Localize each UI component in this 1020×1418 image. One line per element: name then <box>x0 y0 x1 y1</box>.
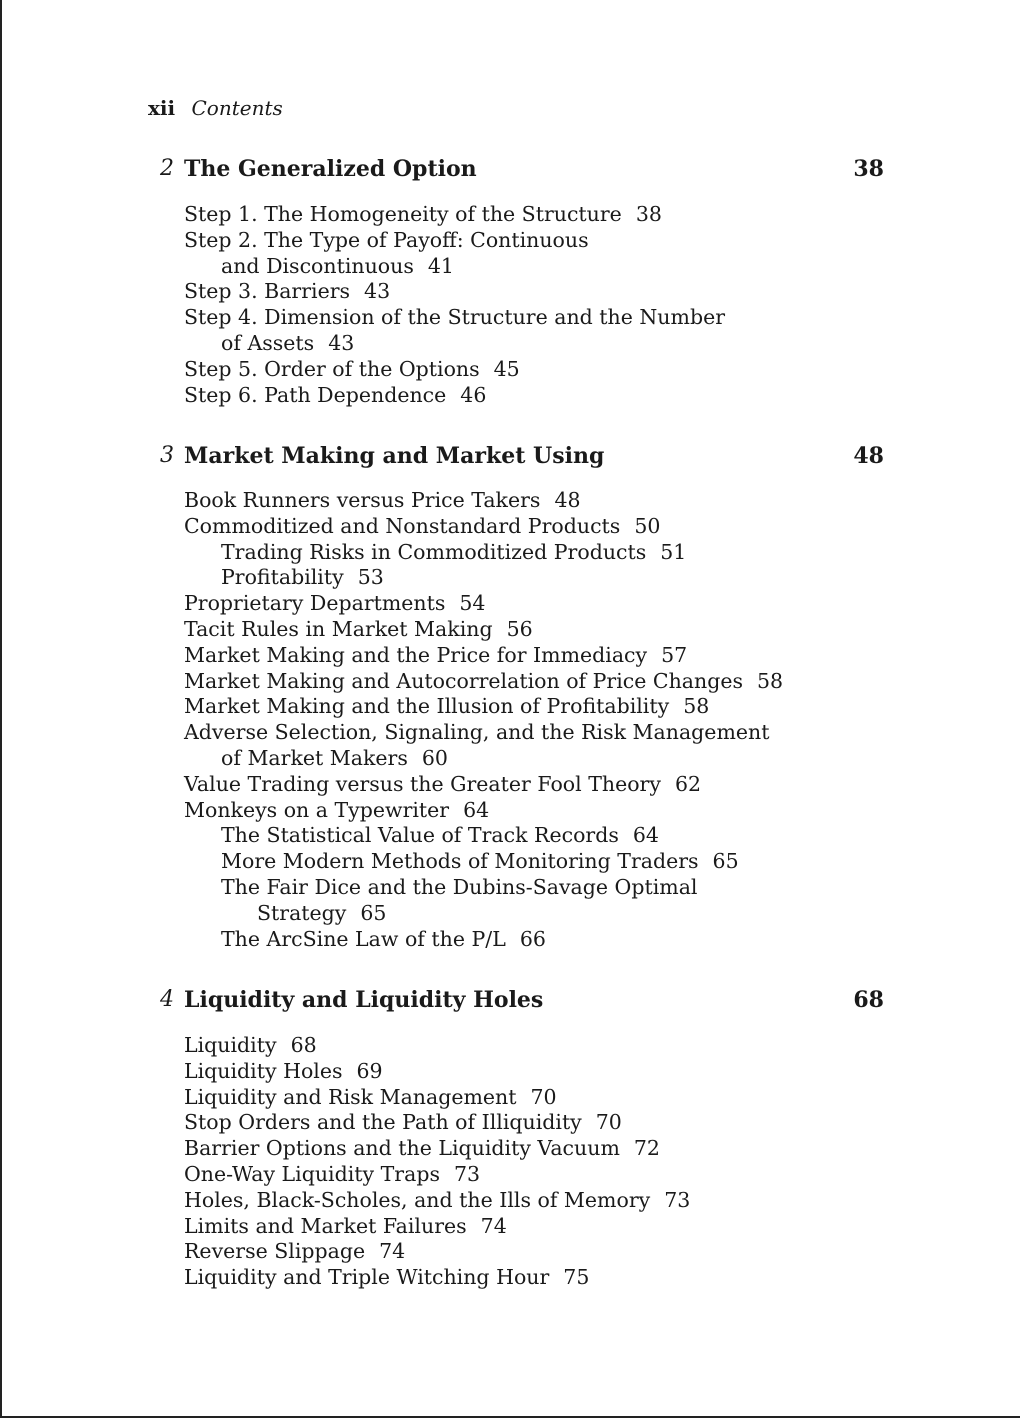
toc-entry <box>184 1033 824 1059</box>
toc-entry-page: 43 <box>364 279 391 304</box>
toc-entry <box>184 540 824 566</box>
toc-entry-page: 60 <box>421 745 448 770</box>
toc-entry-page: 43 <box>328 330 355 355</box>
toc-entry-page: 74 <box>379 1239 406 1264</box>
toc-entry-page: 46 <box>460 382 487 407</box>
toc-entry-page: 57 <box>661 642 688 667</box>
toc-entry-title: The Fair Dice and the Dubins-Savage Optimal <box>221 874 698 899</box>
toc-entry <box>184 357 824 383</box>
toc-entry-page: 70 <box>595 1110 622 1135</box>
toc-entry <box>184 1239 824 1265</box>
toc-entry <box>184 565 824 591</box>
toc-entry-page: 73 <box>453 1161 481 1186</box>
toc-entry-title: Barrier Options and the Liquidity Vacuum <box>184 1136 620 1161</box>
toc-entry-title: Market Making and the Price for Immediacy <box>184 642 648 667</box>
toc-entry <box>184 591 824 617</box>
toc-entry-title: Market Making and Autocorrelation of Price Changes <box>184 668 744 693</box>
toc-entry <box>184 823 824 849</box>
toc-entry-page: 69 <box>356 1058 383 1083</box>
toc-entry <box>184 617 824 643</box>
toc-entry-title: of Market Makers <box>221 745 408 770</box>
toc-entry-title: Liquidity and Triple Witching Hour <box>184 1265 550 1290</box>
chapter-title: Liquidity and Liquidity Holes <box>184 987 544 1013</box>
toc-entry <box>184 1265 824 1291</box>
toc-entry-page: 50 <box>634 513 661 538</box>
toc-entry <box>184 514 824 540</box>
chapter-page-number: 48 <box>853 443 884 469</box>
toc-entry <box>184 1162 824 1188</box>
toc-entry-title: Liquidity Holes <box>184 1058 343 1083</box>
chapter-heading <box>160 156 884 186</box>
toc-entry <box>184 254 824 280</box>
toc-entry-title: Adverse Selection, Signaling, and the Risk Management <box>184 720 770 745</box>
chapter-heading <box>160 443 884 473</box>
toc-entry <box>184 331 824 357</box>
toc-entry-title: Market Making and the Illusion of Profitability <box>184 694 670 719</box>
toc-entry-page: 66 <box>519 926 546 951</box>
toc-entry-title: of Assets <box>221 330 315 355</box>
toc-entry-title: The ArcSine Law of the P/L <box>221 926 506 951</box>
toc-entry-page: 58 <box>683 694 710 719</box>
toc-entry-title: Step 2. The Type of Payoff: Continuous <box>184 227 589 252</box>
toc-entry <box>184 1188 824 1214</box>
toc-entry-title: More Modern Methods of Monitoring Traders <box>221 849 699 874</box>
toc-entry-title: Monkeys on a Typewriter <box>184 797 450 822</box>
toc-entry-title: Holes, Black-Scholes, and the Ills of Memory <box>184 1187 651 1212</box>
toc-entry-page: 56 <box>506 616 533 641</box>
toc-entry <box>184 1059 824 1085</box>
toc-entry-title: Liquidity <box>184 1033 277 1057</box>
toc-entry-page: 72 <box>633 1136 660 1161</box>
toc-entry-title: Stop Orders and the Path of Illiquidity <box>184 1110 582 1135</box>
toc-entry-title: Step 3. Barriers <box>184 279 351 304</box>
toc-entry <box>184 228 824 254</box>
toc-entry-title: Strategy <box>257 900 347 925</box>
toc-entry-title: Profitability <box>221 565 344 590</box>
toc-entry-page: 45 <box>493 356 520 381</box>
toc-entry-page: 73 <box>664 1187 691 1212</box>
toc-entry-title: The Statistical Value of Track Records <box>221 823 619 848</box>
toc-entry-title: Liquidity and Risk Management <box>184 1084 517 1109</box>
toc-entry <box>184 202 824 228</box>
toc-entry-page: 65 <box>360 900 387 925</box>
section-list <box>184 1033 824 1291</box>
toc-entry <box>184 279 824 305</box>
toc-entry <box>184 669 824 695</box>
toc-entry <box>184 305 824 331</box>
toc-entry <box>184 694 824 720</box>
toc-entry-title: Tacit Rules in Market Making <box>184 616 493 641</box>
chapter-heading <box>160 987 884 1017</box>
toc-entry-title: Reverse Slippage <box>184 1239 366 1264</box>
page-folio: xii <box>148 96 176 120</box>
toc-entry <box>184 875 824 901</box>
chapter-page-number: 38 <box>853 156 884 182</box>
toc-entry-page: 41 <box>427 253 454 278</box>
toc-entry <box>184 927 824 953</box>
toc-entry-title: Step 6. Path Dependence <box>184 382 447 407</box>
toc-entry-title: Trading Risks in Commoditized Products <box>221 539 647 564</box>
toc-entry-title: Step 4. Dimension of the Structure and the Number <box>184 305 726 330</box>
toc-entry <box>184 1110 824 1136</box>
toc-entry-page: 53 <box>357 565 384 590</box>
toc-entry <box>184 901 824 927</box>
chapter-title: Market Making and Market Using <box>184 443 605 469</box>
chapter-number: 2 <box>160 156 174 181</box>
toc-entry-page: 64 <box>632 823 659 848</box>
toc-entry-page: 65 <box>712 849 739 874</box>
toc-entry-page: 58 <box>757 668 784 693</box>
toc-entry-page: 48 <box>554 488 581 512</box>
toc-entry <box>184 772 824 798</box>
toc-entry-page: 64 <box>463 797 490 822</box>
toc-entry <box>184 1214 824 1240</box>
toc-entry-title: Limits and Market Failures <box>184 1213 467 1238</box>
toc-entry-page: 75 <box>563 1265 590 1290</box>
toc-entry-title: Value Trading versus the Greater Fool Theory <box>184 771 661 796</box>
toc-entry <box>184 849 824 875</box>
toc-entry-title: Commoditized and Nonstandard Products <box>184 513 621 538</box>
toc-entry-title: Step 5. Order of the Options <box>184 356 480 381</box>
toc-entry-page: 62 <box>674 771 702 796</box>
toc-entry-page: 51 <box>660 539 687 564</box>
toc-entry-page: 70 <box>530 1084 557 1109</box>
toc-entry-title: Book Runners versus Price Takers <box>184 488 541 512</box>
running-head-title: Contents <box>191 96 283 120</box>
toc-entry-title: and Discontinuous <box>221 253 414 278</box>
section-list <box>184 202 824 408</box>
toc-entry <box>184 1085 824 1111</box>
chapter-title: The Generalized Option <box>184 156 477 182</box>
chapter-number: 4 <box>160 987 174 1012</box>
toc-entry-title: Proprietary Departments <box>184 591 446 616</box>
toc-entry <box>184 643 824 669</box>
toc-entry-title: One-Way Liquidity Traps <box>184 1161 440 1186</box>
toc-entry <box>184 383 824 409</box>
running-head <box>148 96 283 120</box>
toc-entry <box>184 488 824 514</box>
toc-entry <box>184 720 824 746</box>
toc-entry-title: Step 1. The Homogeneity of the Structure <box>184 202 622 226</box>
chapter-number: 3 <box>160 443 174 468</box>
toc-entry-page: 68 <box>290 1033 317 1057</box>
toc-entry <box>184 1136 824 1162</box>
toc-entry-page: 54 <box>459 591 486 616</box>
section-list <box>184 488 824 952</box>
toc-entry-page: 38 <box>635 202 662 226</box>
chapter-page-number: 68 <box>853 987 884 1013</box>
toc-entry <box>184 746 824 772</box>
toc-entry-page: 74 <box>480 1213 507 1238</box>
toc-entry <box>184 798 824 824</box>
